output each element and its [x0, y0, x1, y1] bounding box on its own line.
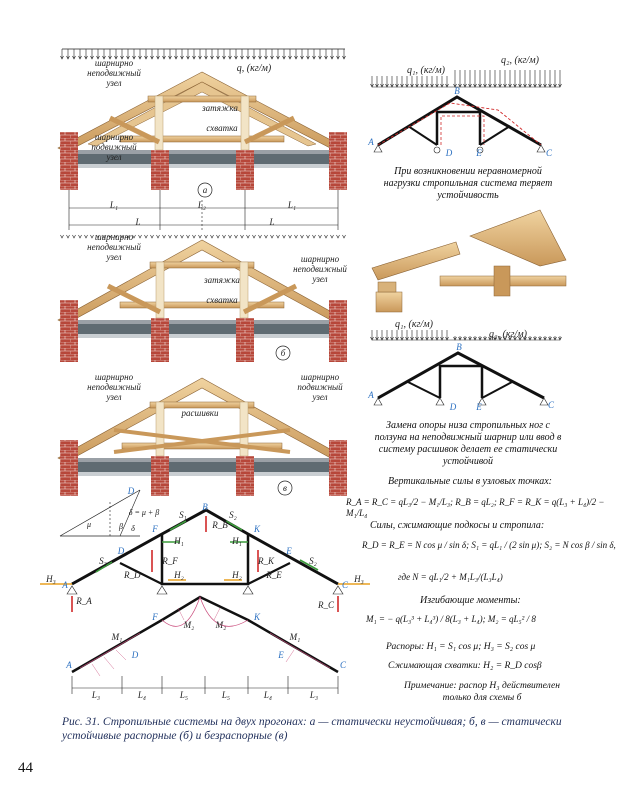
dim-l-right: L — [269, 217, 275, 227]
load-arrow-head — [169, 235, 172, 238]
load-arrow-head — [211, 235, 214, 238]
scheme-mark-c: в — [283, 483, 287, 493]
load-label-q: q, (кг/м) — [236, 63, 272, 74]
label-fixed-node-b-right: шарнирно неподвижный узел — [293, 254, 347, 284]
label-rc: R_C — [318, 600, 335, 610]
load-arrow-head — [199, 235, 202, 238]
label-h3-left: H₃ — [46, 574, 56, 584]
bottom-dim-1: L₄ — [137, 690, 147, 700]
load-arrow-head — [151, 235, 154, 238]
moment-node-k: K — [253, 612, 260, 622]
formula-where: где N = qL₁/2 + M₁L₃/(L₃L₄) — [398, 572, 503, 582]
load-arrow-head — [181, 235, 184, 238]
formula-note: Примечание: распор H₃ действителен только для схемы б — [404, 681, 560, 703]
load-arrow-head — [319, 235, 322, 238]
scheme-mark-a: а — [202, 185, 208, 195]
load-arrow-head — [193, 235, 196, 238]
load-arrow-head — [229, 235, 232, 238]
load-label-q1-lower: q₁, (кг/м) — [395, 319, 433, 330]
formula-bend-title: Изгибающие моменты: — [420, 595, 521, 606]
load-arrow-head — [205, 235, 208, 238]
formula-clamp: Сжимающая схватки: H₂ = R_D cosβ — [388, 661, 542, 671]
formula-vert: R_A = R_C = qL₃/2 − M₁/L₃; R_B = qL₂; R_F = R_K = q(L₃ + L₄)/2 − M₁/L₄ — [346, 497, 605, 518]
label-rf: R_F — [162, 556, 178, 566]
load-arrow-head — [175, 235, 178, 238]
load-arrow-head — [247, 235, 250, 238]
load-arrow-head — [157, 235, 160, 238]
formula-comp-title: Силы, сжимающие подкосы и стропила: — [370, 520, 545, 531]
node-d-lower: D — [449, 402, 457, 412]
label-fixed-node-b-left: шарнирно неподвижный узел — [87, 232, 141, 262]
unstable-scheme-diagram — [371, 70, 562, 153]
node-c-top: C — [545, 148, 552, 158]
label-s3-left: S₃ — [99, 556, 107, 566]
load-arrow-head — [265, 235, 268, 238]
moment-m1-left: M₁ — [111, 632, 123, 642]
moment-m2-right: M₂ — [215, 620, 227, 630]
label-h3-right: H₃ — [354, 574, 364, 584]
moment-node-a: A — [66, 660, 72, 670]
bottom-dim-4: L₄ — [263, 690, 273, 700]
moment-diagram — [72, 597, 338, 694]
label-braces-c: расшивки — [181, 408, 219, 418]
load-arrow-head — [295, 235, 298, 238]
moment-m1-right: M₁ — [289, 632, 301, 642]
stable-scheme-diagram — [371, 330, 562, 405]
load-arrow-head — [337, 235, 340, 238]
load-arrow-head — [271, 235, 274, 238]
node-b-top: B — [454, 86, 460, 96]
dim-l2: L₂ — [197, 200, 207, 210]
node-d-force2: D — [117, 546, 125, 556]
label-beta: β — [119, 522, 123, 531]
formula-thrust: Распоры: H₁ = S₁ cos μ; H₃ = S₂ cos μ — [386, 642, 536, 652]
label-tie-a: затяжка — [202, 103, 238, 113]
node-c-lower: C — [547, 400, 554, 410]
load-arrow-head — [307, 235, 310, 238]
load-arrow-head — [235, 235, 238, 238]
load-arrow-head — [277, 235, 280, 238]
formula-vert-title: Вертикальные силы в узловых точках: — [388, 476, 552, 487]
bottom-dim-5: L₃ — [309, 690, 319, 700]
node-e-force: E — [286, 546, 292, 556]
load-label-q1: q₁, (кг/м) — [407, 65, 445, 76]
dim-l1-left: L₁ — [109, 200, 119, 210]
node-e-top: E — [476, 148, 482, 158]
label-rk: R_K — [258, 556, 275, 566]
load-label-q2: q₂, (кг/м) — [501, 55, 539, 66]
joint-detail-illustration — [372, 210, 566, 312]
load-arrow-head — [67, 235, 70, 238]
load-arrow-head — [217, 235, 220, 238]
load-arrow-head — [313, 235, 316, 238]
label-h1-right: H₁ — [232, 536, 242, 546]
caption-stable: Замена опоры низа стропильных ног с ползуна на неподвижный шарнир или ввод в систему расшивок делает ее статически устойчивой — [374, 420, 562, 467]
node-a-top: A — [368, 137, 374, 147]
load-label-q2-lower: q₂, (кг/м) — [489, 329, 527, 340]
caption-unstable: При возникновении неравномерной нагрузки стропильная система теряет устойчивость — [383, 166, 553, 201]
label-s2-right: S₂ — [309, 556, 317, 566]
label-mu: μ — [86, 520, 91, 529]
label-movable-node-c: шарнирно подвижный узел — [297, 372, 343, 402]
load-arrow-head — [301, 235, 304, 238]
label-fixed-node-a: шарнирно неподвижный узел — [87, 58, 141, 88]
moment-node-f: F — [152, 612, 158, 622]
load-arrow-head — [79, 235, 82, 238]
node-k-force: K — [253, 524, 260, 534]
node-a-lower: A — [368, 390, 374, 400]
label-re: R_E — [266, 570, 282, 580]
load-arrow-head — [289, 235, 292, 238]
label-h2-left: H₂ — [174, 570, 184, 580]
label-rb: R_B — [212, 520, 228, 530]
node-a-force: A — [62, 580, 68, 590]
label-clamp-b: схватка — [206, 295, 238, 305]
node-f-force: F — [152, 524, 158, 534]
label-h2-right: H₂ — [232, 570, 242, 580]
load-arrow-head — [187, 235, 190, 238]
node-d-top: D — [445, 148, 453, 158]
label-h1-left: H₁ — [174, 536, 184, 546]
load-arrow-head — [241, 235, 244, 238]
label-s2: S₂ — [229, 510, 237, 520]
load-arrow-head — [253, 235, 256, 238]
label-tie-b: затяжка — [204, 275, 240, 285]
bottom-dim-0: L₃ — [91, 690, 101, 700]
moment-node-c: C — [339, 660, 346, 670]
load-arrow-head — [331, 235, 334, 238]
bottom-dim-2: L₅ — [179, 690, 189, 700]
load-arrow-head — [343, 235, 346, 238]
moment-m2-left: M₂ — [183, 620, 195, 630]
load-arrow-head — [259, 235, 262, 238]
load-arrow-head — [145, 235, 148, 238]
node-b-lower: B — [456, 342, 462, 352]
scheme-mark-b: б — [280, 348, 286, 358]
load-arrow-head — [223, 235, 226, 238]
load-arrow-head — [73, 235, 76, 238]
bottom-dim-3: L₅ — [221, 690, 231, 700]
dim-l1-right: L₁ — [287, 200, 297, 210]
label-rd: R_D — [124, 570, 141, 580]
load-arrow-head — [325, 235, 328, 238]
moment-node-e: E — [278, 650, 284, 660]
load-arrow-head — [61, 235, 64, 238]
figure-caption: Рис. 31. Стропильные системы на двух прогонах: а — статически неустойчивая; б, в — статически устойчивые распорные (б) и безраспорные (в) — [62, 716, 562, 742]
load-arrow-head — [163, 235, 166, 238]
dim-l-left: L — [135, 217, 141, 227]
moment-node-d: D — [131, 650, 139, 660]
node-b-force: B — [202, 502, 208, 512]
label-movable-node-a: шарнирно подвижный узел — [91, 132, 137, 162]
page-number: 44 — [18, 760, 33, 776]
formula-comp: R_D = R_E = N cos μ / sin δ; S₁ = qL₁ / (2 sin μ); S₂ = N cos β / sin δ, — [362, 540, 616, 550]
label-ra: R_A — [76, 596, 92, 606]
label-delta: δ — [131, 524, 135, 533]
angle-label: δ = μ + β — [128, 508, 160, 517]
formula-bend: M₁ = − q(L₃³ + L₄³) / 8(L₃ + L₄); M₂ = qL₅² / 8 — [366, 614, 536, 624]
label-s1: S₁ — [179, 510, 187, 520]
load-arrow-head — [283, 235, 286, 238]
node-e-lower: E — [476, 402, 482, 412]
node-d-force: D — [127, 486, 135, 496]
label-fixed-node-c: шарнирно неподвижный узел — [87, 372, 141, 402]
node-c-force: C — [341, 580, 348, 590]
label-clamp-a: схватка — [206, 123, 238, 133]
